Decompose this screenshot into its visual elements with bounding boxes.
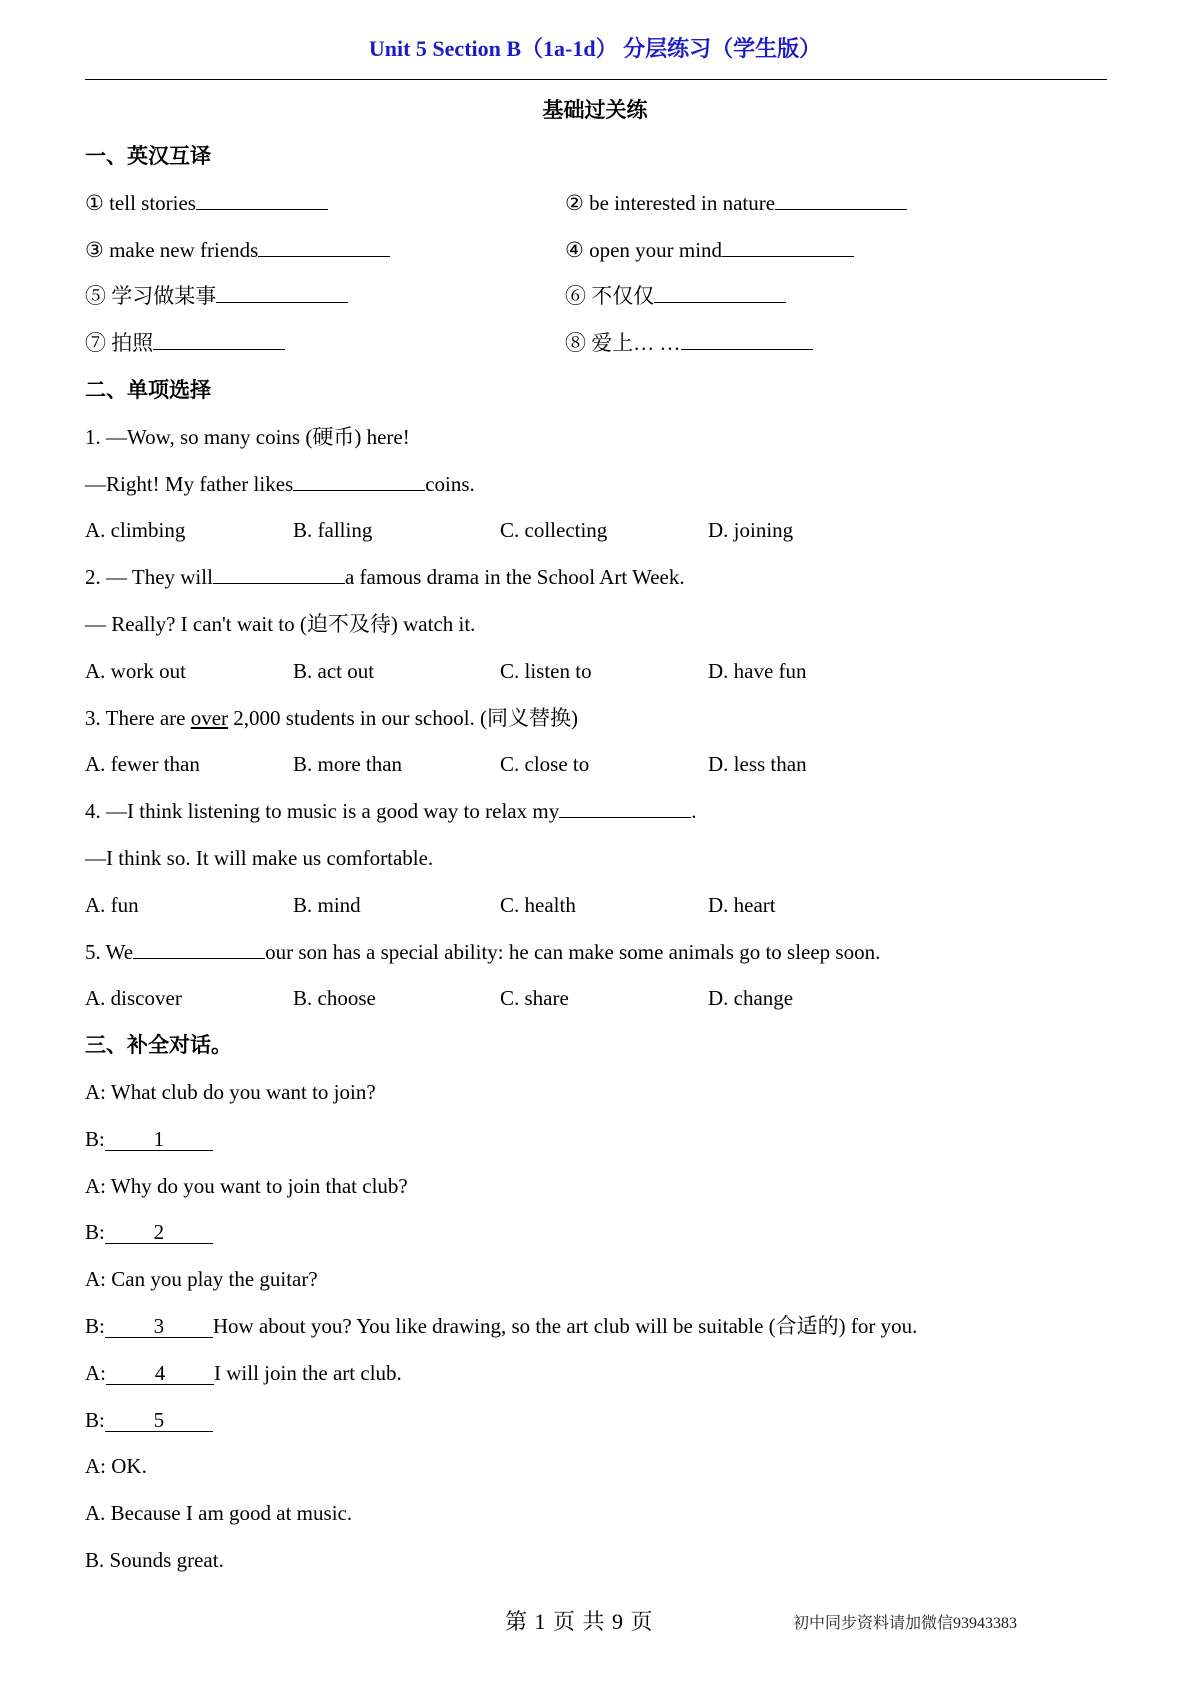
- translation-item: ⑤ 学习做某事: [85, 284, 348, 308]
- dialog-line: B: 5: [85, 1397, 1115, 1444]
- translation-item: ⑧ 爱上… …: [565, 320, 813, 367]
- options-row: [85, 882, 1115, 929]
- options-row: [85, 975, 1115, 1022]
- translation-item: ④ open your mind: [565, 227, 854, 274]
- option: D. less than: [708, 752, 807, 777]
- translation-item: ① tell stories: [85, 191, 328, 215]
- question-line: 4. —I think listening to music is a good way to relax my .: [85, 799, 697, 824]
- option: C. close to: [500, 752, 590, 777]
- dialog-line: A: 4 I will join the art club.: [85, 1360, 402, 1385]
- section-heading: 三、补全对话。: [85, 1033, 232, 1058]
- option: D. heart: [708, 892, 776, 917]
- option: A. fewer than: [85, 752, 200, 777]
- question-line: 2. — They will a famous drama in the School Art Week.: [85, 565, 685, 590]
- option: B. more than: [293, 752, 403, 777]
- options-row: [85, 648, 1115, 695]
- question-line: —I think so. It will make us comfortable.: [85, 845, 434, 870]
- dialog-choice: A. Because I am good at music.: [85, 1501, 353, 1526]
- dialog-choice: B. Sounds great.: [85, 1547, 224, 1572]
- option: A. work out: [85, 658, 186, 683]
- options-row: [85, 741, 1115, 788]
- question-line: — Really? I can't wait to (迫不及待) watch it.: [85, 611, 476, 636]
- question-line: 3. There are over 2,000 students in our school. (同义替换): [85, 705, 579, 730]
- dialog-line: A: Can you play the guitar?: [85, 1267, 318, 1292]
- options-row: [85, 507, 1115, 554]
- question-line: 5. We our son has a special ability: he can make some animals go to sleep soon.: [85, 939, 881, 964]
- question-line: 1. —Wow, so many coins (硬币) here!: [85, 424, 410, 449]
- option: C. health: [500, 892, 576, 917]
- option: B. falling: [293, 518, 373, 543]
- option: B. choose: [293, 986, 376, 1011]
- option: C. listen to: [500, 658, 592, 683]
- option: A. discover: [85, 986, 182, 1011]
- option: D. have fun: [708, 658, 807, 683]
- section-heading: 一、英汉互译: [85, 144, 211, 168]
- translation-item: ⑦ 拍照: [85, 331, 285, 355]
- dialog-line: B: 3 How about you? You like drawing, so the art club will be suitable (合适的) for you.: [85, 1313, 918, 1338]
- header-divider: [85, 79, 1107, 80]
- option: A. fun: [85, 892, 139, 917]
- option: B. act out: [293, 658, 375, 683]
- numbered-blank: 4: [106, 1362, 214, 1385]
- dialog-line: A: OK.: [85, 1454, 147, 1479]
- translation-item: ② be interested in nature: [565, 180, 907, 227]
- dialog-line: A: Why do you want to join that club?: [85, 1173, 408, 1198]
- page-number: 第 1 页 共 9 页: [505, 1609, 654, 1634]
- translation-item: ③ make new friends: [85, 238, 390, 262]
- footer-note: 初中同步资料请加微信93943383: [793, 1615, 1018, 1632]
- option: B. mind: [293, 892, 361, 917]
- option: D. joining: [708, 518, 794, 543]
- numbered-blank: 3: [105, 1315, 213, 1338]
- section-subtitle: 基础过关练: [542, 98, 648, 122]
- question-line: —Right! My father likes coins.: [85, 471, 475, 496]
- option: A. climbing: [85, 518, 186, 543]
- option: C. collecting: [500, 518, 608, 543]
- dialog-line: B: 1: [85, 1116, 1115, 1163]
- worksheet-content: [85, 133, 1115, 1584]
- document-title: Unit 5 Section B（1a-1d） 分层练习（学生版）: [368, 36, 822, 61]
- dialog-line: A: What club do you want to join?: [85, 1079, 376, 1104]
- section-heading: 二、单项选择: [85, 377, 211, 402]
- translation-item: ⑥ 不仅仅: [565, 273, 786, 320]
- numbered-blank: 5: [105, 1409, 213, 1432]
- option: D. change: [708, 986, 794, 1011]
- numbered-blank: 1: [105, 1128, 213, 1151]
- option: C. share: [500, 986, 569, 1011]
- dialog-line: B: 2: [85, 1209, 1115, 1256]
- numbered-blank: 2: [105, 1221, 213, 1244]
